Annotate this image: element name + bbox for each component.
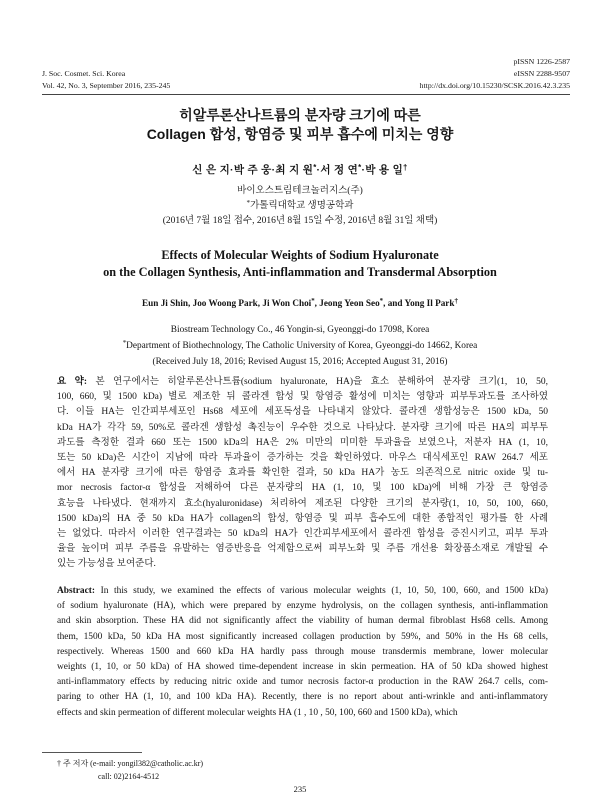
abstract-ko xyxy=(57,375,548,572)
journal-volume: Vol. 42, No. 3, September 2016, 235-245 xyxy=(42,81,171,90)
footnote-call: call: 02)2164-4512 xyxy=(98,772,160,781)
author-segment: Eun Ji Shin, Joo Woong Park, Ji Won Choi xyxy=(142,298,312,308)
received-dates-ko: (2016년 7월 18일 접수, 2016년 8월 15일 수정, 2016년 8월 31일 채택) xyxy=(162,216,438,226)
abstract-en-line: respectively. Whereas 1500 and 660 kDa HA hardly pass through mouse transdermis membrane, lower molecular xyxy=(57,646,548,657)
journal-header-right xyxy=(420,56,570,92)
abstract-en-line: effects and skin permeation of different molecular weights HA (1 , 10 , 50, 100, 660 and 1500 kDa), which xyxy=(57,707,458,718)
affiliation-mark: * xyxy=(122,339,127,348)
pissn: pISSN 1226-2587 xyxy=(513,57,570,66)
received-dates-en: (Received July 18, 2016; Revised August 15, 2016; Accepted August 31, 2016) xyxy=(152,357,448,367)
abstract-en-line-text: In this study, we examined the effects of various molecular weights (1, 10, 50, 100, 660, and 1500 kDa) xyxy=(100,586,548,596)
abstract-en xyxy=(57,584,548,721)
abstract-ko-line: 효능을 나타냈다. 현재까지 효소(hyaluronidase) 처리하여 제조된 다양한 크기의 분자량(1, 10, 50, 100, 660, xyxy=(57,498,548,509)
title-ko-line-2: Collagen 합성, 항염증 및 피부 흡수에 미치는 영향 xyxy=(146,126,454,142)
doi-link[interactable]: http://dx.doi.org/10.15230/SCSK.2016.42.3.235 xyxy=(419,81,570,90)
abstract-ko-line: 또는 50 kDa)은 시간이 지남에 따라 투과율이 증가하는 것을 확인하였다. 마우스 대식세포인 RAW 264.7 세포 xyxy=(57,452,548,463)
footnote-author: 주 저자 (e-mail: yongil382@catholic.ac.kr) xyxy=(63,759,204,768)
journal-header-left xyxy=(42,68,170,92)
affiliation-company-en: Biostream Technology Co., 46 Yongin-si, Gyeonggi-do 17098, Korea xyxy=(170,325,430,335)
abstract-ko-label: 요 약: xyxy=(57,377,87,387)
author-mark: † xyxy=(403,162,408,172)
author-mark: * xyxy=(379,298,384,306)
author-mark: † xyxy=(454,298,458,306)
author-segment: , Jeong Yeon Seo xyxy=(314,298,380,308)
affiliations-en xyxy=(0,322,600,370)
author-mark: * xyxy=(313,162,317,172)
author-mark: * xyxy=(358,162,362,172)
affiliation-mark: * xyxy=(246,199,251,208)
abstract-ko-line: 는 없었다. 따라서 이러한 연구결과는 50 kDa의 HA가 인간피부세포에서 콜라겐 합성을 증진시키고, 피부 투과 xyxy=(57,528,548,539)
author-segment: , and Yong Il Park xyxy=(383,298,455,308)
abstract-ko-line: mor necrosis factor-α 합성을 저해하여 다른 분자량의 HA (1, 10, 및 100 kDa)에 비해 가장 큰 항염증 xyxy=(57,483,548,494)
abstract-en-line: anti-inflammatory effects by reducing nitric oxide and tumor necrosis factor-α production in the RAW 264.7 cells, com- xyxy=(57,677,548,688)
affiliation-university-en xyxy=(0,338,600,354)
abstract-en-label: Abstract: xyxy=(57,586,96,596)
affiliations-ko xyxy=(0,184,600,229)
affiliation-university-ko xyxy=(0,199,600,214)
title-en xyxy=(0,247,600,281)
abstract-en-line: weights (1, 10, or 50 kDa) of HA showed time-dependent increase in skin permeation. HA of 50 kDa showed highest xyxy=(57,661,548,672)
authors-ko xyxy=(0,163,600,178)
footnote-mark: † xyxy=(57,759,61,768)
abstract-en-line: them, 1500 kDa, 50 kDa HA most significantly increased collagen production by 59%, and 50% in the Hs 68 cells, xyxy=(57,631,548,642)
abstract-en-line xyxy=(57,584,548,599)
abstract-ko-line: 다. 이들 HA는 인간피부세포인 Hs68 세포에 세포독성을 나타내지 않았다. 콜라겐 생합성능은 1500 kDa, 50 xyxy=(57,407,548,418)
abstract-ko-line: 율을 높이며 피부 주름을 유발하는 염증반응을 억제함으로써 피부노화 및 주름 개선용 화장품소재로 개발될 수 xyxy=(57,544,548,555)
author-segment: 신 은 지·박 주 웅·최 지 원 xyxy=(192,164,314,176)
title-en-line-2: on the Collagen Synthesis, Anti-inflammation and Transdermal Absorption xyxy=(103,265,497,279)
abstract-ko-line xyxy=(57,375,548,390)
footnote-rule xyxy=(42,752,142,753)
authors-en xyxy=(0,296,600,312)
abstract-ko-line-text: 본 연구에서는 히알루론산나트륨(sodium hyaluronate, HA)을 효소 분해하여 분자량 크기(1, 10, 50, xyxy=(95,377,548,387)
title-en-line-1: Effects of Molecular Weights of Sodium Hyaluronate xyxy=(161,248,439,262)
abstract-ko-line: kDa HA가 각각 59, 50%로 콜라겐 생합성 촉진능이 우수한 것으로 나타났다. 분자량 크기에 따른 HA의 피부투 xyxy=(57,422,548,433)
author-mark: * xyxy=(311,298,315,306)
footnote-author-line xyxy=(57,757,203,770)
title-ko-line-1: 히알루론산나트륨의 분자량 크기에 따른 xyxy=(179,107,421,123)
author-segment: ·박 용 일 xyxy=(361,164,404,176)
abstract-ko-line: 100, 660, 및 1500 kDa) 별로 제조한 뒤 콜라겐 합성 및 항염증 활성에 미치는 영향과 피부투과도를 조사하였 xyxy=(57,392,548,403)
footnote xyxy=(57,757,203,783)
abstract-en-line: of sodium hyaluronate (HA), which were prepared by enzyme hydrolysis, on the collagen synthesis, anti-inflammation xyxy=(57,601,548,612)
affiliation-university-en-text: Department of Biothechnology, The Catholic University of Korea, Gyeonggi-do 14662, Korea xyxy=(126,341,478,351)
abstract-ko-line: 1500 kDa)의 HA 중 50 kDa HA가 collagen의 합성, 항염증 및 피부 흡수도에 대한 종합적인 평가를 한 사례 xyxy=(57,513,548,524)
journal-name: J. Soc. Cosmet. Sci. Korea xyxy=(42,69,126,78)
title-ko xyxy=(0,106,600,144)
page-number: 235 xyxy=(293,784,307,794)
abstract-ko-line: 있는 가능성을 보여준다. xyxy=(57,559,156,570)
abstract-ko-line: 에서 HA 분자량 크기에 따른 항염증 효과를 확인한 결과, 50 kDa HA가 농도 의존적으로 nitric oxide 및 tu- xyxy=(57,468,548,479)
affiliation-company-ko: 바이오스트림테크놀러지스(주) xyxy=(237,186,363,196)
eissn: eISSN 2288-9507 xyxy=(513,69,570,78)
author-segment: ·서 정 연 xyxy=(316,164,359,176)
abstract-ko-line: 과도를 측정한 결과 660 또는 1500 kDa의 HA은 2% 미만의 미미한 투과율을 보였으나, 저분자 HA (1, 10, xyxy=(57,437,548,448)
affiliation-university-ko-text: 가톨릭대학교 생명공학과 xyxy=(250,201,354,211)
abstract-en-line: and skin absorption. These HA did not significantly affect the viability of human dermal fibroblast Hs68 cells. Among xyxy=(57,616,548,627)
abstract-en-line: paring to other HA (1, 10, and 100 kDa HA). Recently, there is no report about anti-wrinkle and anti-inflammatory xyxy=(57,692,548,703)
header-rule xyxy=(42,94,570,95)
